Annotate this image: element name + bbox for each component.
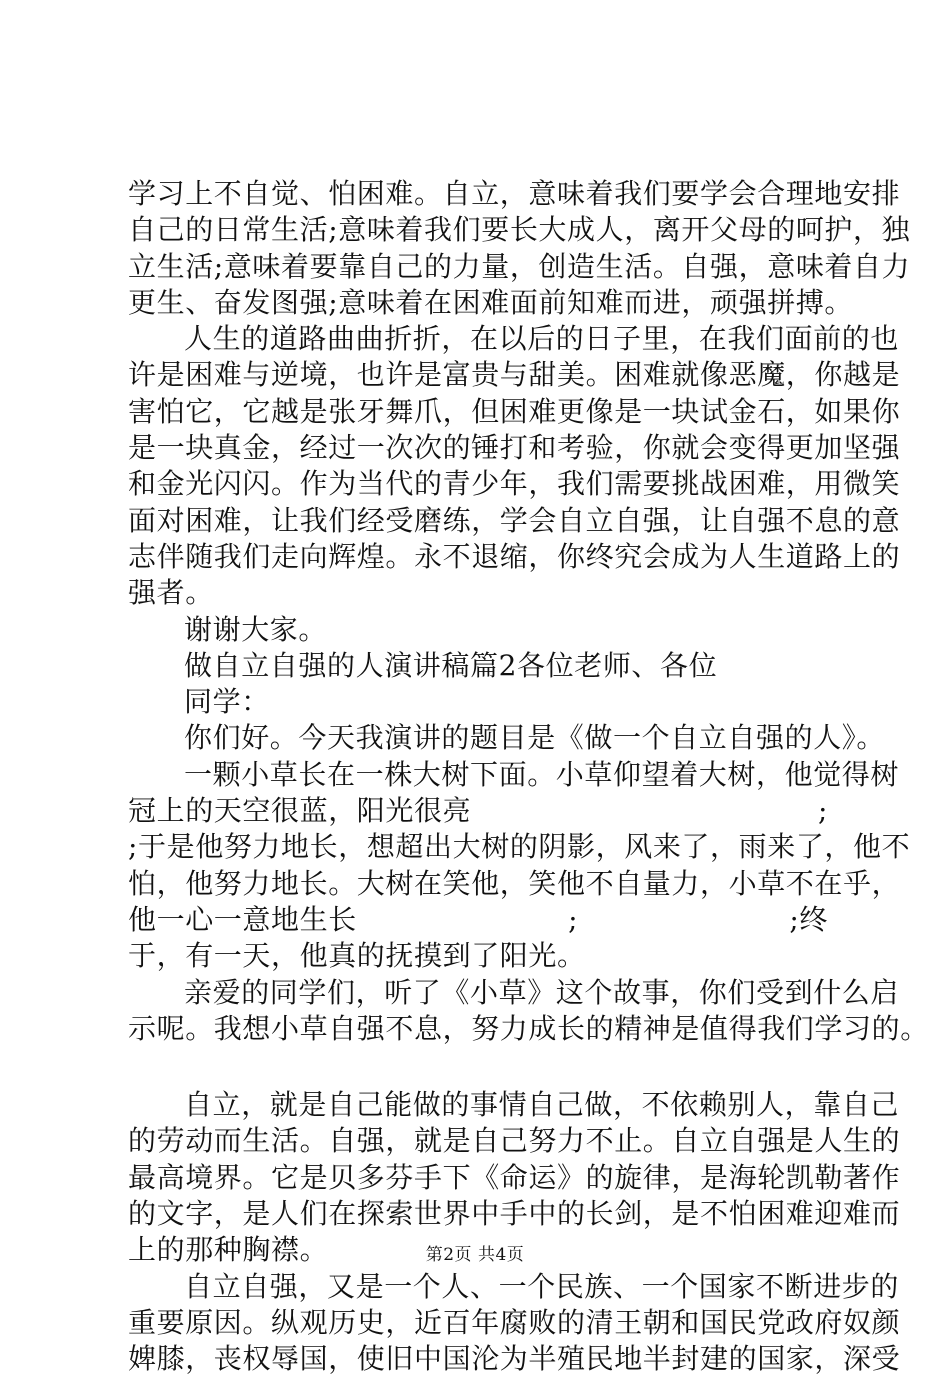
text-line-justified bbox=[128, 902, 828, 938]
body-text bbox=[128, 176, 929, 1378]
text-line-justified bbox=[128, 793, 828, 829]
text-line: 一颗小草长在一株大树下面。小草仰望着大树，他觉得树 bbox=[184, 757, 900, 791]
text-line: 做自立自强的人演讲稿篇2各位老师、各位 bbox=[184, 648, 718, 682]
text-line: 和金光闪闪。作为当代的青少年，我们需要挑战困难，用微笑 bbox=[128, 467, 901, 501]
paragraph-gap bbox=[128, 1047, 828, 1087]
text-line: 是一块真金，经过一次次的锤打和考验，你就会变得更加坚强 bbox=[128, 431, 901, 465]
text-line: 重要原因。纵观历史，近百年腐败的清王朝和国民党政府奴颜 bbox=[128, 1305, 901, 1339]
text-line: 学习上不自觉、怕困难。自立，意味着我们要学会合理地安排 bbox=[128, 177, 901, 210]
text-line: 更生、奋发图强;意味着在困难面前知难而进，顽强拼搏。 bbox=[128, 285, 854, 319]
text-line: 亲爱的同学们，听了《小草》这个故事，你们受到什么启 bbox=[184, 975, 900, 1009]
text-line: 志伴随我们走向辉煌。永不退缩，你终究会成为人生道路上的 bbox=[128, 539, 901, 573]
text-line: ;于是他努力地长，想超出大树的阴影，风来了，雨来了，他不 bbox=[128, 830, 911, 864]
text-line: 怕，他努力地长。大树在笑他，笑他不自量力，小草不在乎， bbox=[128, 866, 901, 900]
text-line: 上的那种胸襟。 bbox=[128, 1233, 329, 1267]
text-line: 的文字，是人们在探索世界中手中的长剑，是不怕困难迎难而 bbox=[128, 1197, 901, 1231]
text-line: 你们好。今天我演讲的题目是《做一个自立自强的人》。 bbox=[184, 721, 886, 755]
text-line: 面对困难，让我们经受磨练，学会自立自强，让自强不息的意 bbox=[128, 503, 901, 537]
text-segment: ;终 bbox=[789, 902, 828, 936]
text-line: 自己的日常生活;意味着我们要长大成人，离开父母的呵护，独 bbox=[128, 213, 911, 247]
text-line: 最高境界。它是贝多芬手下《命运》的旋律，是海轮凯勒著作 bbox=[128, 1160, 901, 1194]
text-segment: ; bbox=[568, 902, 579, 936]
text-line: 婢膝，丧权辱国，使旧中国沦为半殖民地半封建的国家，深受 bbox=[128, 1342, 901, 1376]
text-line: 立生活;意味着要靠自己的力量，创造生活。自强，意味着自力 bbox=[128, 249, 911, 283]
text-segment: ; bbox=[817, 794, 828, 828]
text-line: 自立自强，又是一个人、一个民族、一个国家不断进步的 bbox=[184, 1269, 900, 1303]
text-line: 同学： bbox=[184, 685, 270, 719]
text-line: 自立，就是自己能做的事情自己做，不依赖别人，靠自己 bbox=[184, 1088, 900, 1122]
text-line: 人生的道路曲曲折折，在以后的日子里，在我们面前的也 bbox=[184, 322, 900, 356]
text-segment: 冠上的天空很蓝，阳光很亮 bbox=[128, 794, 472, 828]
text-line: 示呢。我想小草自强不息，努力成长的精神是值得我们学习的。 bbox=[128, 1011, 929, 1045]
text-line: 于，有一天，他真的抚摸到了阳光。 bbox=[128, 939, 586, 973]
text-segment: 他一心一意地生长 bbox=[128, 902, 357, 936]
text-line: 许是困难与逆境，也许是富贵与甜美。困难就像恶魔，你越是 bbox=[128, 358, 901, 392]
text-line: 的劳动而生活。自强，就是自己努力不止。自立自强是人生的 bbox=[128, 1124, 901, 1158]
text-line: 害怕它，它越是张牙舞爪，但困难更像是一块试金石，如果你 bbox=[128, 394, 901, 428]
text-line: 谢谢大家。 bbox=[184, 612, 328, 646]
text-line: 强者。 bbox=[128, 576, 214, 610]
page-number-footer: 第2页 共4页 bbox=[425, 1245, 525, 1265]
